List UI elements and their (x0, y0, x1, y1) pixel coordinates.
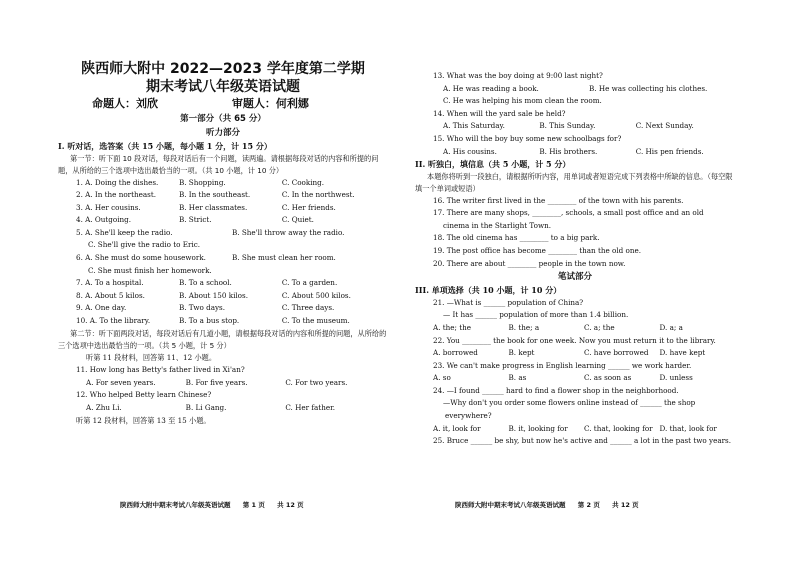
section-1-part-2-instructions: 第二节：听下面两段对话，每段对话后有几道小题，请根据每段对话的内容和所提的问题，从所给的三个选项中选出最恰当的一项。（共 5 小题，计 5 分） (58, 328, 387, 350)
fill-blank-18: 18. The old cinema has ________ to a big park. (433, 233, 600, 243)
left-exam-page (58, 58, 388, 510)
option-text: C. In the northwest. (281, 190, 355, 200)
option-text: B. About 150 kilos. (178, 290, 248, 300)
question-14: 14. When will the yard sale be held? (433, 108, 566, 118)
section-1-heading: I. 听对话，选答案（共 15 小题，每小题 1 分，计 15 分） (58, 141, 272, 151)
question-10-options (58, 315, 388, 328)
option-text: B. Strict. (178, 215, 212, 225)
question-12: 12. Who helped Betty learn Chinese? (76, 390, 212, 400)
author-line (58, 96, 388, 112)
option-text: A. His cousins. (443, 146, 497, 156)
option-text: D. have kept (659, 348, 706, 358)
footer-page-total: 共 12 页 (612, 501, 639, 509)
question-21-response: — It has ______ population of more than 1.4 billion. (443, 310, 629, 320)
option-text: D. unless (659, 373, 693, 383)
option-text: A. This Saturday. (443, 121, 505, 131)
option-text: A. so (433, 373, 451, 383)
option-text: B. In the southeast. (178, 190, 251, 200)
option-text: 9. A. One day. (76, 303, 127, 313)
option-text: A. borrowed (433, 348, 478, 358)
part-heading: 第一部分（共 65 分） (180, 114, 266, 124)
author-writer: 命题人：刘欣 (92, 97, 158, 110)
exam-title-line2: 期末考试八年级英语试题 (146, 79, 300, 95)
listening-material-11-note: 听第 11 段材料，回答第 11、12 小题。 (86, 352, 217, 362)
option-text: 7. A. To a hospital. (76, 278, 144, 288)
option-text: C. Her father. (285, 403, 336, 412)
question-3-options (58, 202, 388, 215)
option-text: B. He was collecting his clothes. (589, 83, 708, 93)
option-text: B. She'll throw away the radio. (232, 227, 345, 237)
question-2-options (58, 189, 388, 202)
option-text: C. Three days. (281, 303, 335, 313)
option-text: C. His pen friends. (635, 146, 704, 156)
option-text: B. To a bus stop. (178, 316, 240, 326)
question-15-options (415, 146, 735, 159)
question-24-response-cont: everywhere? (445, 411, 492, 421)
footer-page-total: 共 12 页 (277, 501, 304, 509)
question-21: 21. —What is ______ population of China? (433, 297, 584, 307)
option-text: B. Shopping. (178, 177, 226, 187)
question-22-options (415, 347, 735, 360)
option-text: B. it, looking for (508, 423, 568, 433)
footer-page-number: 第 1 页 (242, 501, 265, 509)
option-text: A. He was reading a book. (443, 83, 539, 93)
option-text: 6. A. She must do some housework. (76, 253, 206, 263)
section-2-heading: II. 听独白，填信息（共 5 小题，计 5 分） (415, 159, 571, 170)
option-text: B. She must clean her room. (232, 253, 336, 263)
question-4-options (58, 214, 388, 227)
question-5-option-c: C. She'll give the radio to Eric. (88, 240, 201, 250)
question-14-options (415, 120, 735, 133)
option-text: C. Cooking. (281, 177, 325, 187)
option-text: D. that, look for (659, 423, 717, 433)
option-text: A. For seven years. (86, 377, 156, 387)
question-23-options (415, 372, 735, 385)
option-text: B. His brothers. (539, 146, 598, 156)
option-text: A. Zhu Li. (86, 403, 122, 412)
fill-blank-20: 20. There are about ________ people in the town now. (433, 258, 626, 268)
question-13-options-ab (415, 83, 735, 96)
question-6-option-c: C. She must finish her homework. (88, 265, 212, 275)
question-11: 11. How long has Betty's father lived in Xi'an? (76, 365, 245, 375)
written-part-heading: 笔试部分 (557, 272, 592, 283)
option-text: C. To a garden. (281, 278, 338, 288)
section-2-instructions: 本题你将听到一段独白，请根据所听内容，用单词或者短语完成下列表格中所缺的信息。（每空限填一个单词或短语） (415, 171, 733, 193)
option-text: C. that, looking for (584, 423, 653, 433)
question-24: 24. —I found ______ hard to find a flower shop in the neighborhood. (433, 385, 679, 395)
option-text: 4. A. Outgoing. (76, 215, 132, 225)
section-3-heading: III. 单项选择（共 10 小题，计 10 分） (415, 285, 562, 296)
section-1-instructions: 第一节：听下面 10 段对话，每段对话后有一个问题，读两遍。请根据每段对话的内容和所提的问题，从所给的三个选项中选出最恰当的一项。（共 10 小题，计 10 分） (58, 153, 379, 175)
option-text: B. This Sunday. (539, 121, 596, 131)
fill-blank-16: 16. The writer first lived in the ________ of the town with his parents. (433, 195, 684, 205)
option-text: D. a; a (659, 322, 683, 332)
option-text: B. To a school. (178, 278, 232, 288)
question-7-options (58, 277, 388, 290)
question-21-options (415, 322, 735, 335)
option-text: C. a; the (584, 322, 615, 332)
footer-exam-name: 陕西师大附中期末考试八年级英语试题 (120, 501, 231, 509)
option-text: B. Her classmates. (178, 202, 248, 212)
footer-page-number: 第 2 页 (577, 501, 600, 509)
question-5-options-ab (58, 227, 388, 240)
fill-blank-17: 17. There are many shops, ________, schools, a small post office and an old (433, 208, 704, 218)
option-text: B. Two days. (178, 303, 226, 313)
option-text: C. Next Sunday. (635, 121, 694, 131)
exam-title-line1: 陕西师大附中 2022—2023 学年度第二学期 (81, 61, 365, 77)
option-text: B. Li Gang. (185, 403, 227, 412)
option-text: A. it, look for (433, 423, 481, 433)
question-22: 22. You ________ the book for one week. Now you must return it to the library. (433, 335, 716, 345)
option-text: 5. A. She'll keep the radio. (76, 227, 173, 237)
option-text: 3. A. Her cousins. (76, 202, 141, 212)
option-text: C. Quiet. (281, 215, 314, 225)
right-exam-page (415, 70, 735, 522)
option-text: 2. A. In the northeast. (76, 190, 157, 200)
option-text: B. as (508, 373, 527, 383)
question-24-options (415, 423, 735, 436)
option-text: 1. A. Doing the dishes. (76, 177, 159, 187)
question-25: 25. Bruce ______ be shy, but now he's active and ______ a lot in the past two years. (433, 436, 732, 446)
option-text: C. To the museum. (281, 316, 350, 326)
question-1-options (58, 177, 388, 190)
fill-blank-19: 19. The post office has become ________ than the old one. (433, 246, 642, 256)
question-11-options (58, 377, 388, 390)
question-23: 23. We can't make progress in English learning ______ we work harder. (433, 360, 692, 370)
right-page-footer (455, 500, 649, 509)
left-page-footer (120, 500, 314, 509)
option-text: B. For five years. (185, 377, 248, 387)
option-text: 8. A. About 5 kilos. (76, 290, 145, 300)
question-15: 15. Who will the boy buy some new schoolbags for? (433, 133, 622, 143)
question-6-options-ab (58, 252, 388, 265)
author-reviewer: 审题人：何利娜 (231, 97, 309, 110)
question-13-option-c: C. He was helping his mom clean the room. (443, 96, 602, 106)
option-text: A. the; the (433, 322, 472, 332)
option-text: C. Her friends. (281, 202, 336, 212)
footer-exam-name: 陕西师大附中期末考试八年级英语试题 (455, 501, 566, 509)
option-text: C. have borrowed (584, 348, 649, 358)
question-24-response: —Why don't you order some flowers online instead of ______ the shop (443, 398, 696, 408)
question-9-options (58, 302, 388, 315)
question-13: 13. What was the boy doing at 9:00 last night? (433, 71, 603, 80)
option-text: C. as soon as (584, 373, 632, 383)
option-text: C. For two years. (285, 377, 348, 387)
question-8-options (58, 290, 388, 303)
listening-material-12-note: 听第 12 段材料，回答第 13 至 15 小题。 (76, 415, 211, 425)
option-text: B. kept (508, 348, 535, 358)
option-text: B. the; a (508, 322, 540, 332)
option-text: 10. A. To the library. (76, 316, 151, 326)
option-text: C. About 500 kilos. (281, 290, 351, 300)
listening-heading: 听力部分 (205, 128, 240, 138)
fill-blank-17-cont: cinema in the Starlight Town. (443, 220, 552, 230)
question-12-options (58, 402, 388, 415)
